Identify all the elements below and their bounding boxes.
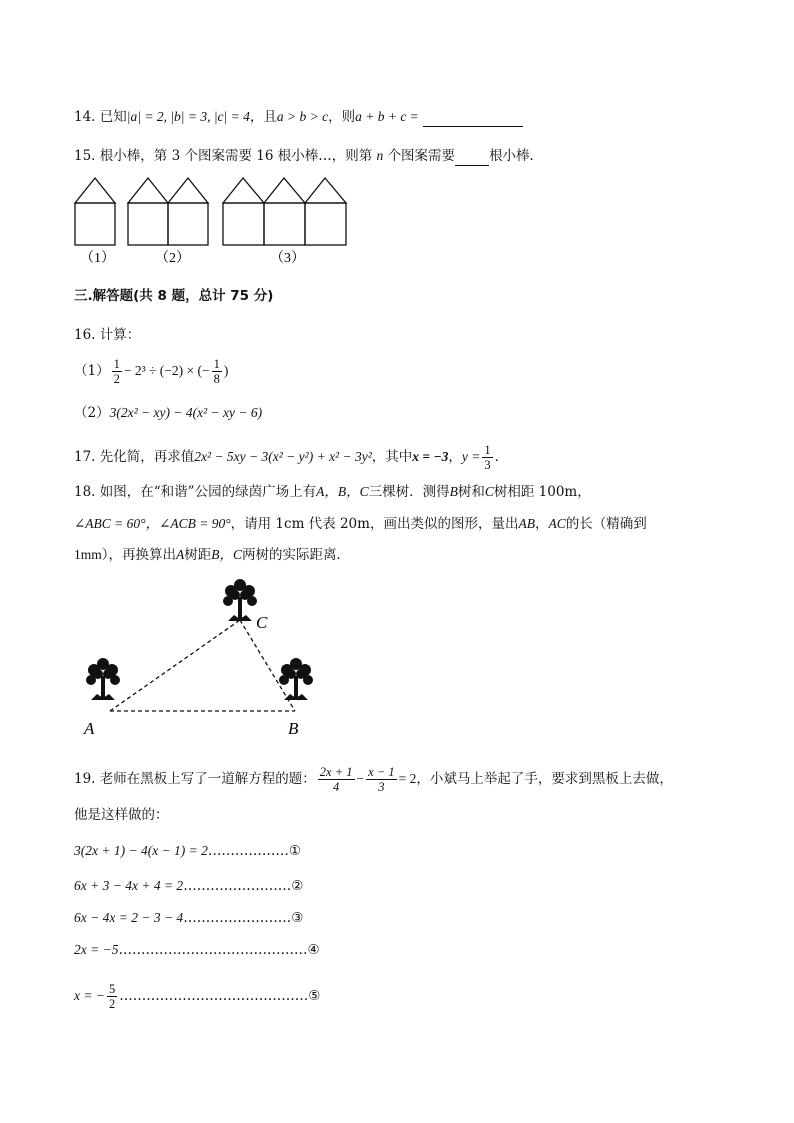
solution-step-1 — [74, 841, 301, 861]
tree: B — [449, 484, 458, 499]
denominator: 8 — [213, 372, 220, 386]
expression: a + b + c = — [355, 109, 419, 124]
question-15 — [74, 146, 543, 166]
denominator: 3 — [378, 780, 385, 794]
figure-label-3: （3） — [270, 251, 305, 266]
figure-label-2: （2） — [155, 251, 190, 266]
expression: 2x² − 5xy − 3(x² − y²) + x² − 3y² — [194, 449, 372, 464]
text: ，请用 1cm 代表 20m，画出类似的图形，量出 — [230, 516, 519, 532]
segment-ac — [110, 620, 240, 711]
numerator: 5 — [108, 982, 116, 996]
question-18-line-3 — [74, 545, 350, 565]
expression: ) — [223, 363, 229, 378]
text: 树距 — [184, 547, 212, 563]
fraction — [212, 357, 222, 386]
operator: − — [356, 771, 365, 786]
leader-dots: …………………………………… — [119, 988, 309, 1004]
question-14 — [74, 107, 523, 127]
text: 先化简，再求值 — [99, 449, 195, 465]
variable: n — [376, 148, 384, 163]
condition: |a| = 2, |b| = 3, |c| = 4 — [126, 109, 250, 124]
y-value: y = — [461, 449, 481, 464]
label-c: C — [256, 613, 268, 632]
question-16-part-1 — [74, 354, 228, 388]
answer-blank[interactable] — [423, 112, 523, 127]
question-number: 17. — [74, 449, 96, 465]
segment: AB — [518, 516, 535, 531]
fraction — [366, 765, 396, 794]
step-marker: ② — [291, 878, 304, 894]
question-19-line-2: 他是这样做的： — [74, 807, 169, 823]
tree-c-icon — [223, 579, 257, 621]
text: 已知 — [99, 109, 127, 125]
denominator: 4 — [333, 780, 340, 794]
part-label: （1） — [74, 363, 110, 379]
leader-dots: ……………… — [207, 843, 289, 859]
text: ，其中 — [371, 449, 413, 465]
step-marker: ① — [288, 843, 302, 859]
text: 根小棒． — [489, 148, 544, 164]
text: 三棵树．测得 — [368, 484, 450, 500]
text: 个图案需要 — [387, 148, 456, 164]
text: 的长（精确到 — [565, 516, 647, 532]
text: 树相距 100m， — [493, 484, 591, 500]
text: ， — [448, 449, 462, 465]
question-number: 18. — [74, 484, 96, 500]
text: 如图，在“和谐”公园的绿茵广场上有 — [99, 484, 317, 500]
step-marker: ③ — [291, 910, 304, 926]
tree: C — [484, 484, 494, 499]
segment: AC — [548, 516, 566, 531]
numerator: 2x + 1 — [319, 765, 353, 779]
angles: ∠ABC = 60°，∠ACB = 90° — [74, 516, 231, 531]
question-number: 15. — [74, 148, 96, 164]
section-title: 三.解答题(共 8 题，总计 75 分) — [74, 288, 274, 304]
question-18-line-1 — [74, 482, 591, 502]
question-number: 19. — [74, 771, 96, 787]
leader-dots: …………………… — [183, 878, 292, 894]
answer-blank[interactable] — [455, 151, 489, 166]
label-b: B — [288, 719, 299, 738]
step-expression: 3(2x + 1) − 4(x − 1) = 2 — [74, 843, 208, 858]
question-19-line-1 — [74, 762, 673, 796]
denominator: 3 — [484, 458, 491, 472]
leader-dots: …………………… — [183, 910, 292, 926]
trees: A，B，C — [316, 484, 369, 499]
question-17 — [74, 442, 508, 472]
text: ， — [534, 516, 549, 532]
x-value: x = −3 — [412, 449, 449, 464]
step-expression: x = − — [74, 988, 105, 1003]
numerator: 1 — [113, 357, 120, 371]
tree: A — [176, 547, 185, 562]
part-label: （2） — [74, 405, 110, 421]
fraction — [112, 357, 122, 386]
text: 两树的实际距离． — [242, 547, 351, 563]
text: ），再换算出 — [101, 547, 177, 563]
step-expression: 6x − 4x = 2 − 3 − 4 — [74, 910, 184, 925]
expression: 3(2x² − xy) − 4(x² − xy − 6) — [109, 405, 263, 420]
figure-label-1: （1） — [80, 251, 115, 266]
trees: B，C — [211, 547, 243, 562]
text: ，小斌马上举起了手，要求到黑板上去做， — [416, 771, 673, 787]
figure-1 — [75, 178, 115, 245]
step-expression: 2x = −5 — [74, 942, 119, 957]
condition: a > b > c — [276, 109, 329, 124]
solution-step-4 — [74, 940, 320, 960]
step-expression: 6x + 3 − 4x + 4 = 2 — [74, 878, 184, 893]
fraction — [318, 765, 355, 794]
leader-dots: …………………………………… — [118, 942, 308, 958]
label-a: A — [84, 719, 95, 738]
figure-3 — [223, 178, 346, 245]
solution-step-3 — [74, 908, 303, 928]
question-number: 16. — [74, 327, 96, 343]
step-marker: ⑤ — [308, 988, 321, 1004]
fraction — [107, 982, 117, 1011]
denominator: 2 — [113, 372, 120, 386]
expression: = 2 — [398, 771, 417, 786]
numerator: 1 — [213, 357, 220, 371]
numerator: x − 1 — [368, 765, 395, 779]
question-16 — [74, 325, 140, 345]
numerator: 1 — [484, 443, 491, 457]
expression: − 2³ ÷ (−2) × (− — [123, 363, 210, 378]
text: ，则 — [328, 109, 356, 125]
tree-triangle-diagram — [70, 570, 340, 740]
stick-figure-diagram — [60, 170, 360, 270]
denominator: 2 — [108, 997, 116, 1011]
tree-a-icon — [86, 658, 120, 700]
text: 老师在黑板上写了一道解方程的题： — [99, 771, 316, 787]
solution-step-2 — [74, 876, 303, 896]
fraction — [482, 443, 492, 472]
text: ，且 — [249, 109, 277, 125]
figure-2 — [128, 178, 208, 245]
question-16-part-2 — [74, 403, 262, 423]
question-18-line-2 — [74, 514, 647, 534]
text: ． — [494, 449, 509, 465]
step-marker: ④ — [307, 942, 320, 958]
solution-step-5 — [74, 978, 320, 1014]
unit: 1mm — [74, 547, 102, 562]
question-number: 14. — [74, 109, 96, 125]
text: 树和 — [457, 484, 485, 500]
text: 根小棒，第 3 个图案需要 16 根小棒…，则第 — [99, 148, 373, 164]
text: 计算： — [99, 327, 141, 343]
